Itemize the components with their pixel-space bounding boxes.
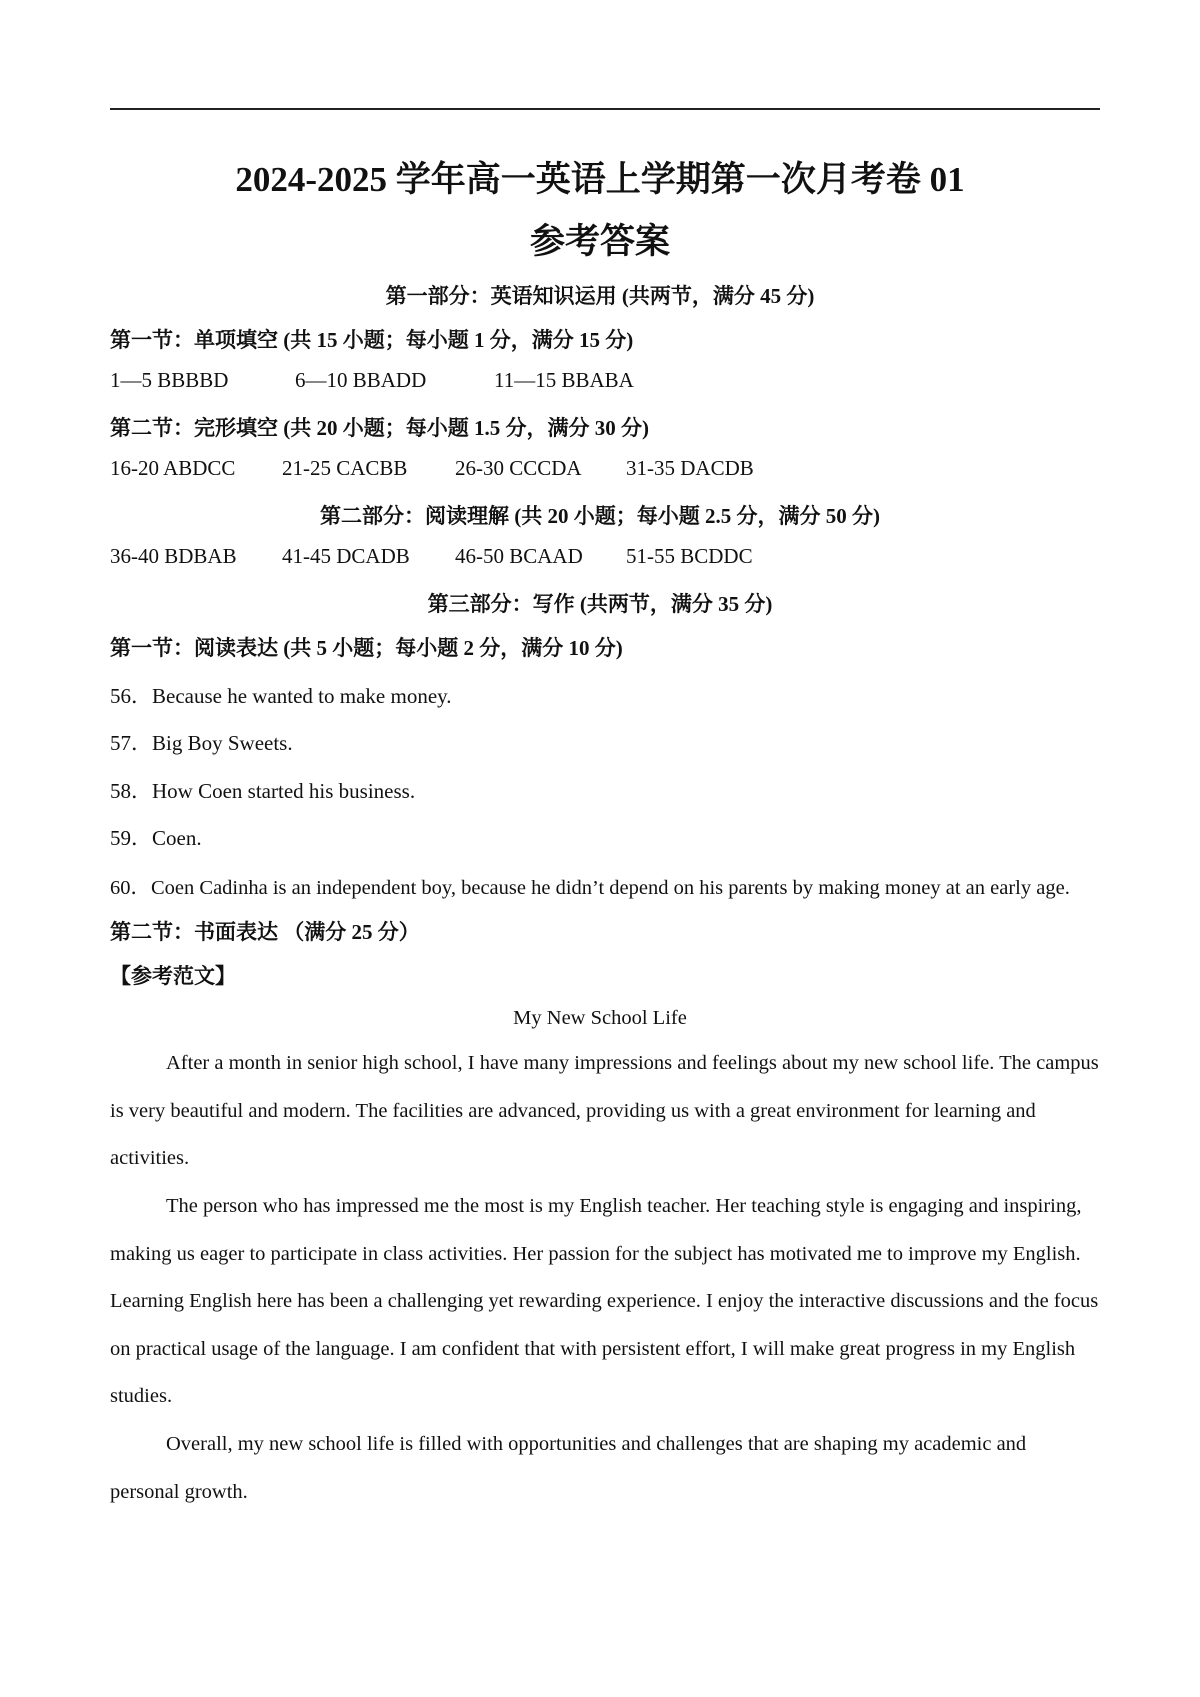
part1-section1-answers xyxy=(110,368,634,393)
part1-section2-answers xyxy=(110,456,754,481)
header-rule xyxy=(110,108,1100,110)
answer-group: 6—10 BBADD xyxy=(295,368,427,392)
reading-answer-59: 59．Coen. xyxy=(110,826,202,850)
part3-section1-heading: 第一节：阅读表达 (共 5 小题；每小题 2 分，满分 10 分) xyxy=(110,636,623,660)
answer-group: 31-35 DACDB xyxy=(626,456,754,480)
exam-title: 2024-2025 学年高一英语上学期第一次月考卷 01 xyxy=(235,160,965,199)
answer-group: 21-25 CACBB xyxy=(282,456,408,480)
answer-group: 46-50 BCAAD xyxy=(455,544,583,568)
answer-group: 36-40 BDBAB xyxy=(110,544,237,568)
answer-group: 16-20 ABDCC xyxy=(110,456,236,480)
reading-answer-56: 56．Because he wanted to make money. xyxy=(110,684,452,708)
part2-heading: 第二部分：阅读理解 (共 20 小题；每小题 2.5 分，满分 50 分) xyxy=(320,504,880,528)
answer-group: 51-55 BCDDC xyxy=(626,544,753,568)
answer-group: 41-45 DCADB xyxy=(282,544,410,568)
answer-key-subtitle: 参考答案 xyxy=(529,222,670,261)
essay-title: My New School Life xyxy=(513,1007,687,1029)
reading-answer-58: 58．How Coen started his business. xyxy=(110,779,416,803)
sample-essay-label: 【参考范文】 xyxy=(110,964,236,988)
essay-paragraph: Overall, my new school life is filled with opportunities and challenges that are shaping my academic and personal growth. xyxy=(110,1433,1027,1503)
part1-heading: 第一部分：英语知识运用 (共两节，满分 45 分) xyxy=(385,284,815,308)
answer-group: 1—5 BBBBD xyxy=(110,368,229,392)
part3-heading: 第三部分：写作 (共两节，满分 35 分) xyxy=(427,592,773,616)
essay-paragraph: After a month in senior high school, I have many impressions and feelings about my new school life. The campus is very beautiful and modern. The facilities are advanced, providing us with a great environment for learning and activities. xyxy=(110,1052,1099,1169)
reading-answer-60: 60．Coen Cadinha is an independent boy, because he didn’t depend on his parents by making money at an early age. xyxy=(110,877,1070,899)
answer-group: 11—15 BBABA xyxy=(494,368,634,392)
answer-group: 26-30 CCCDA xyxy=(455,456,582,480)
part3-section2-heading: 第二节：书面表达 （满分 25 分） xyxy=(110,920,420,944)
reading-answer-57: 57．Big Boy Sweets. xyxy=(110,731,293,755)
essay-paragraph: The person who has impressed me the most is my English teacher. Her teaching style is engaging and inspiring, making us eager to participate in class activities. Her passion for the subject has motivated me to improve my English. Learning English here has been a challenging yet rewarding experience. I enjoy the interactive discussions and the focus on practical usage of the language. I am confident that with persistent effort, I will make great progress in my English studies. xyxy=(110,1195,1099,1407)
part2-answers xyxy=(110,544,753,569)
part1-section2-heading: 第二节：完形填空 (共 20 小题；每小题 1.5 分，满分 30 分) xyxy=(110,416,649,440)
part1-section1-heading: 第一节：单项填空 (共 15 小题；每小题 1 分，满分 15 分) xyxy=(110,328,634,352)
